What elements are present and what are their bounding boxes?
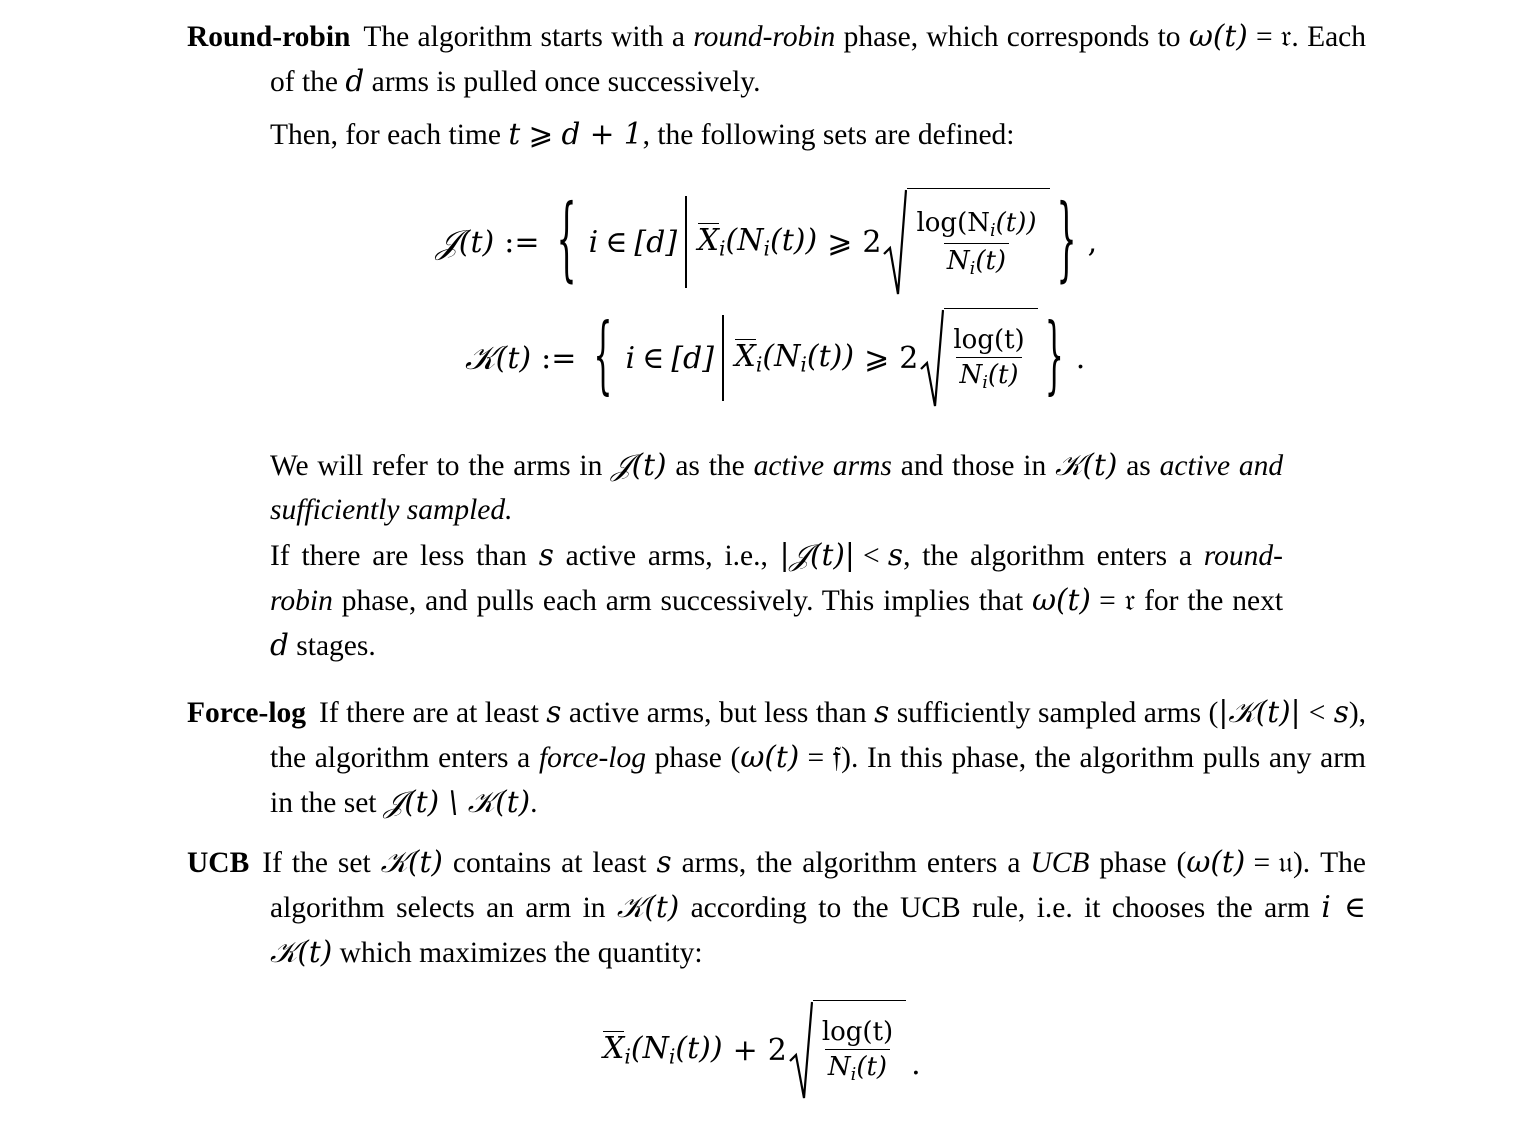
math-geq-1: ⩾ — [528, 119, 554, 151]
eq2-relation-geq: ⩾ — [864, 340, 890, 376]
eq3-fraction — [815, 1016, 900, 1087]
lts-emph-round-robin: round-robin — [270, 540, 1283, 617]
fl-text-a: If there are at least — [319, 697, 539, 729]
eq1-xbar-paren-close: ) — [805, 223, 818, 259]
ucb-text-e: ). The algorithm selects an arm in — [270, 847, 1366, 924]
math-frak-r-1: 𝔯 — [1280, 19, 1292, 53]
eq1-xbar-paren-open: ( — [725, 223, 738, 259]
eq2-fraction — [946, 324, 1031, 395]
fl-text-g: . — [530, 787, 538, 819]
round-robin-text-b: phase, which corresponds to — [843, 21, 1181, 53]
eq1-assign: := — [504, 224, 540, 260]
ucb-text-g: which maximizes the quantity: — [339, 937, 703, 969]
eq2-set-divider — [722, 315, 724, 401]
eq2-member-in: ∈ — [642, 340, 665, 376]
eq2-xbar-paren-close: ) — [842, 339, 855, 375]
math-J-setminus-K: 𝒥(t) \ 𝒦(t) — [383, 785, 531, 819]
lts-text-e: for the next — [1144, 585, 1284, 617]
eq1-member-index-set: [d] — [634, 224, 678, 260]
eq2-lhs-set-symbol: 𝒦 — [465, 338, 496, 377]
fl-text-c: sufficiently sampled arms ( — [896, 697, 1219, 729]
eq3-xbar-subscript: i — [624, 1044, 631, 1069]
eq1-xbar-symbol: X — [697, 223, 719, 259]
eq2-xbar-N-subscript: i — [800, 352, 807, 377]
math-equals-1: = — [1256, 21, 1273, 53]
round-robin-text-c: . Each of the — [270, 21, 1367, 98]
math-s-3: s — [546, 695, 562, 729]
eq3-xbar-symbol: X — [603, 1031, 625, 1067]
eq2-assign: := — [541, 340, 577, 376]
paragraph-ucb — [187, 840, 1366, 975]
math-equals-4: = — [1253, 847, 1271, 879]
math-s-6: s — [656, 845, 672, 879]
ucb-emph-ucb: UCB — [1030, 847, 1090, 879]
lts-text-b: active arms, i.e., — [565, 540, 768, 572]
math-omega-t-1: ω(t) — [1188, 19, 1248, 53]
fl-emph-force-log: force-log — [538, 742, 646, 774]
math-K-3: 𝒦(t) — [616, 890, 680, 924]
fl-text-f: ). In this phase, the algorithm pulls any arm in the set — [270, 742, 1367, 819]
eq2-member-index-set: [d] — [671, 340, 714, 376]
eq1-fraction-denominator: $N_i(t)$ — [944, 243, 1009, 280]
math-lt-1: < — [863, 540, 880, 572]
eq3-radical-sign — [789, 1000, 813, 1100]
eq1-relation-geq: ⩾ — [827, 224, 853, 260]
eq2-sqrt — [918, 308, 1037, 408]
eq1-xbar-N-subscript: i — [763, 236, 771, 261]
eq3-fraction-numerator: log(t) — [821, 1017, 894, 1048]
math-omega-t-4: ω(t) — [1186, 845, 1246, 879]
ucb-text-d: phase ( — [1099, 847, 1187, 879]
eq3-xbar-N: N — [642, 1031, 669, 1067]
math-omega-t-3: ω(t) — [740, 740, 800, 774]
eq1-member-in: ∈ — [605, 224, 628, 260]
refer-emph-active-arms: active arms — [753, 450, 892, 482]
paragraph-label-force-log: Force-log — [187, 697, 307, 729]
lts-text-a: If there are less than — [270, 540, 527, 572]
eq1-coefficient: 2 — [862, 224, 882, 260]
ucb-text-a: If the set — [262, 847, 371, 879]
eq1-sqrt — [881, 188, 1049, 296]
eq2-member-i: i — [625, 340, 636, 376]
eq2-fraction-denominator: $N_i(t)$ — [956, 357, 1021, 394]
eq3-xbar-paren-close: ) — [710, 1031, 723, 1067]
lts-text-f: stages. — [296, 630, 376, 662]
eq2-open-brace: { — [593, 307, 613, 406]
math-equals-3: = — [807, 742, 825, 774]
eq3-xbar-paren-open: ( — [630, 1031, 643, 1067]
fl-text-d: ), the algorithm enters a — [270, 697, 1367, 774]
eq1-fraction — [909, 207, 1043, 281]
eq1-lhs-arg: (t) — [458, 224, 495, 260]
eq3-radicand — [813, 1000, 906, 1100]
math-t-1: t — [508, 117, 521, 151]
eq2-trailing-punctuation: . — [1075, 340, 1086, 376]
paragraph-label-round-robin: Round-robin — [187, 21, 351, 53]
math-s-1: s — [538, 538, 554, 572]
ucb-text-b: contains at least — [452, 847, 647, 879]
display-equation-ucb-index — [603, 1000, 921, 1100]
ucb-text-f: according to the UCB rule, i.e. it chooses the arm — [690, 892, 1310, 924]
eq3-coefficient: 2 — [767, 1032, 787, 1068]
eq2-xbar-subscript: i — [755, 352, 763, 377]
eq1-trailing-punctuation: , — [1087, 224, 1098, 260]
eq3-sqrt — [787, 1000, 906, 1100]
eq3-xbar-N-subscript: i — [668, 1044, 676, 1069]
math-K-2: 𝒦(t) — [380, 845, 443, 879]
paragraph-round-robin — [187, 14, 1366, 104]
eq1-radicand — [907, 188, 1049, 296]
eq2-xbar-N-arg: (t) — [806, 339, 843, 375]
eq2-close-brace: } — [1044, 307, 1064, 406]
math-J-1: 𝒥(t) — [611, 448, 667, 482]
math-frak-r-2: 𝔯 — [1124, 583, 1136, 617]
lts-text-d: phase, and pulls each arm successively. This implies that — [341, 585, 1024, 617]
math-lt-2: < — [1308, 697, 1326, 729]
paragraph-then-line — [270, 112, 1283, 157]
refer-emph-active-sufficiently-sampled: active and sufficiently sampled. — [270, 450, 1284, 526]
paragraph-label-ucb: UCB — [187, 847, 250, 879]
eq2-lhs-arg: (t) — [495, 340, 532, 376]
lts-text-c: , the algorithm enters a — [903, 540, 1192, 572]
then-text-b: , the following sets are defined: — [642, 119, 1015, 151]
eq2-coefficient: 2 — [899, 340, 919, 376]
paragraph-refer — [270, 443, 1283, 532]
paragraph-less-than-s — [270, 533, 1283, 668]
eq1-radical-sign — [883, 188, 907, 296]
refer-text-c: and those in — [900, 450, 1047, 482]
display-equation-J — [436, 188, 1097, 296]
math-equals-2: = — [1099, 585, 1116, 617]
math-d-plus-1: d + 1 — [561, 117, 643, 151]
eq1-xbar-N-arg: (t) — [770, 223, 806, 259]
eq2-radicand — [944, 308, 1037, 408]
eq2-radical-sign — [920, 308, 944, 408]
eq1-set-divider — [685, 196, 687, 288]
eq1-close-brace: } — [1056, 187, 1077, 294]
round-robin-text-d: arms is pulled once successively. — [371, 66, 761, 98]
eq1-open-brace: { — [556, 187, 577, 294]
math-frak-u: 𝔲 — [1278, 845, 1293, 879]
eq1-member-i: i — [588, 224, 599, 260]
eq2-fraction-numerator: log(t) — [953, 325, 1025, 356]
refer-text-d: as — [1126, 450, 1151, 482]
round-robin-text-a: The algorithm starts with a — [363, 21, 685, 53]
eq1-xbar-subscript: i — [719, 236, 726, 261]
eq1-fraction-numerator: $\log(N_i(t))$ — [916, 207, 1037, 241]
eq3-plus: + — [732, 1032, 758, 1068]
math-d-2: d — [270, 628, 289, 662]
math-s-4: s — [874, 695, 890, 729]
round-robin-emph-round-robin: round-robin — [693, 21, 836, 53]
eq2-xbar-paren-open: ( — [762, 339, 775, 375]
fl-text-e: phase ( — [654, 742, 741, 774]
refer-text-a: We will refer to the arms in — [270, 450, 603, 482]
math-s-5: s — [1333, 695, 1349, 729]
eq1-lhs-set-symbol: 𝒥 — [436, 222, 459, 261]
paragraph-force-log — [187, 690, 1366, 825]
refer-text-b: as the — [675, 450, 745, 482]
math-abs-K: |𝒦(t)| — [1218, 695, 1301, 729]
math-d-1: d — [345, 64, 365, 98]
fl-text-b: active arms, but less than — [568, 697, 867, 729]
eq3-xbar-N-arg: (t) — [675, 1031, 711, 1067]
math-i-in-K: i ∈ 𝒦(t) — [270, 890, 1367, 969]
math-abs-J: |𝒥(t)| — [779, 538, 855, 572]
eq3-trailing-punctuation: . — [911, 1047, 921, 1082]
display-equation-K — [436, 308, 1085, 408]
eq2-xbar-N: N — [774, 339, 801, 375]
then-text-a: Then, for each time — [270, 119, 501, 151]
math-omega-t-2: ω(t) — [1031, 583, 1091, 617]
math-K-1: 𝒦(t) — [1055, 448, 1118, 482]
math-frak-f: 𝔣 — [832, 740, 842, 774]
ucb-text-c: arms, the algorithm enters a — [681, 847, 1021, 879]
math-s-2: s — [887, 538, 904, 572]
eq2-xbar-symbol: X — [734, 339, 756, 375]
eq1-xbar-N: N — [737, 223, 764, 259]
eq3-fraction-denominator: $N_i(t)$ — [825, 1049, 890, 1086]
